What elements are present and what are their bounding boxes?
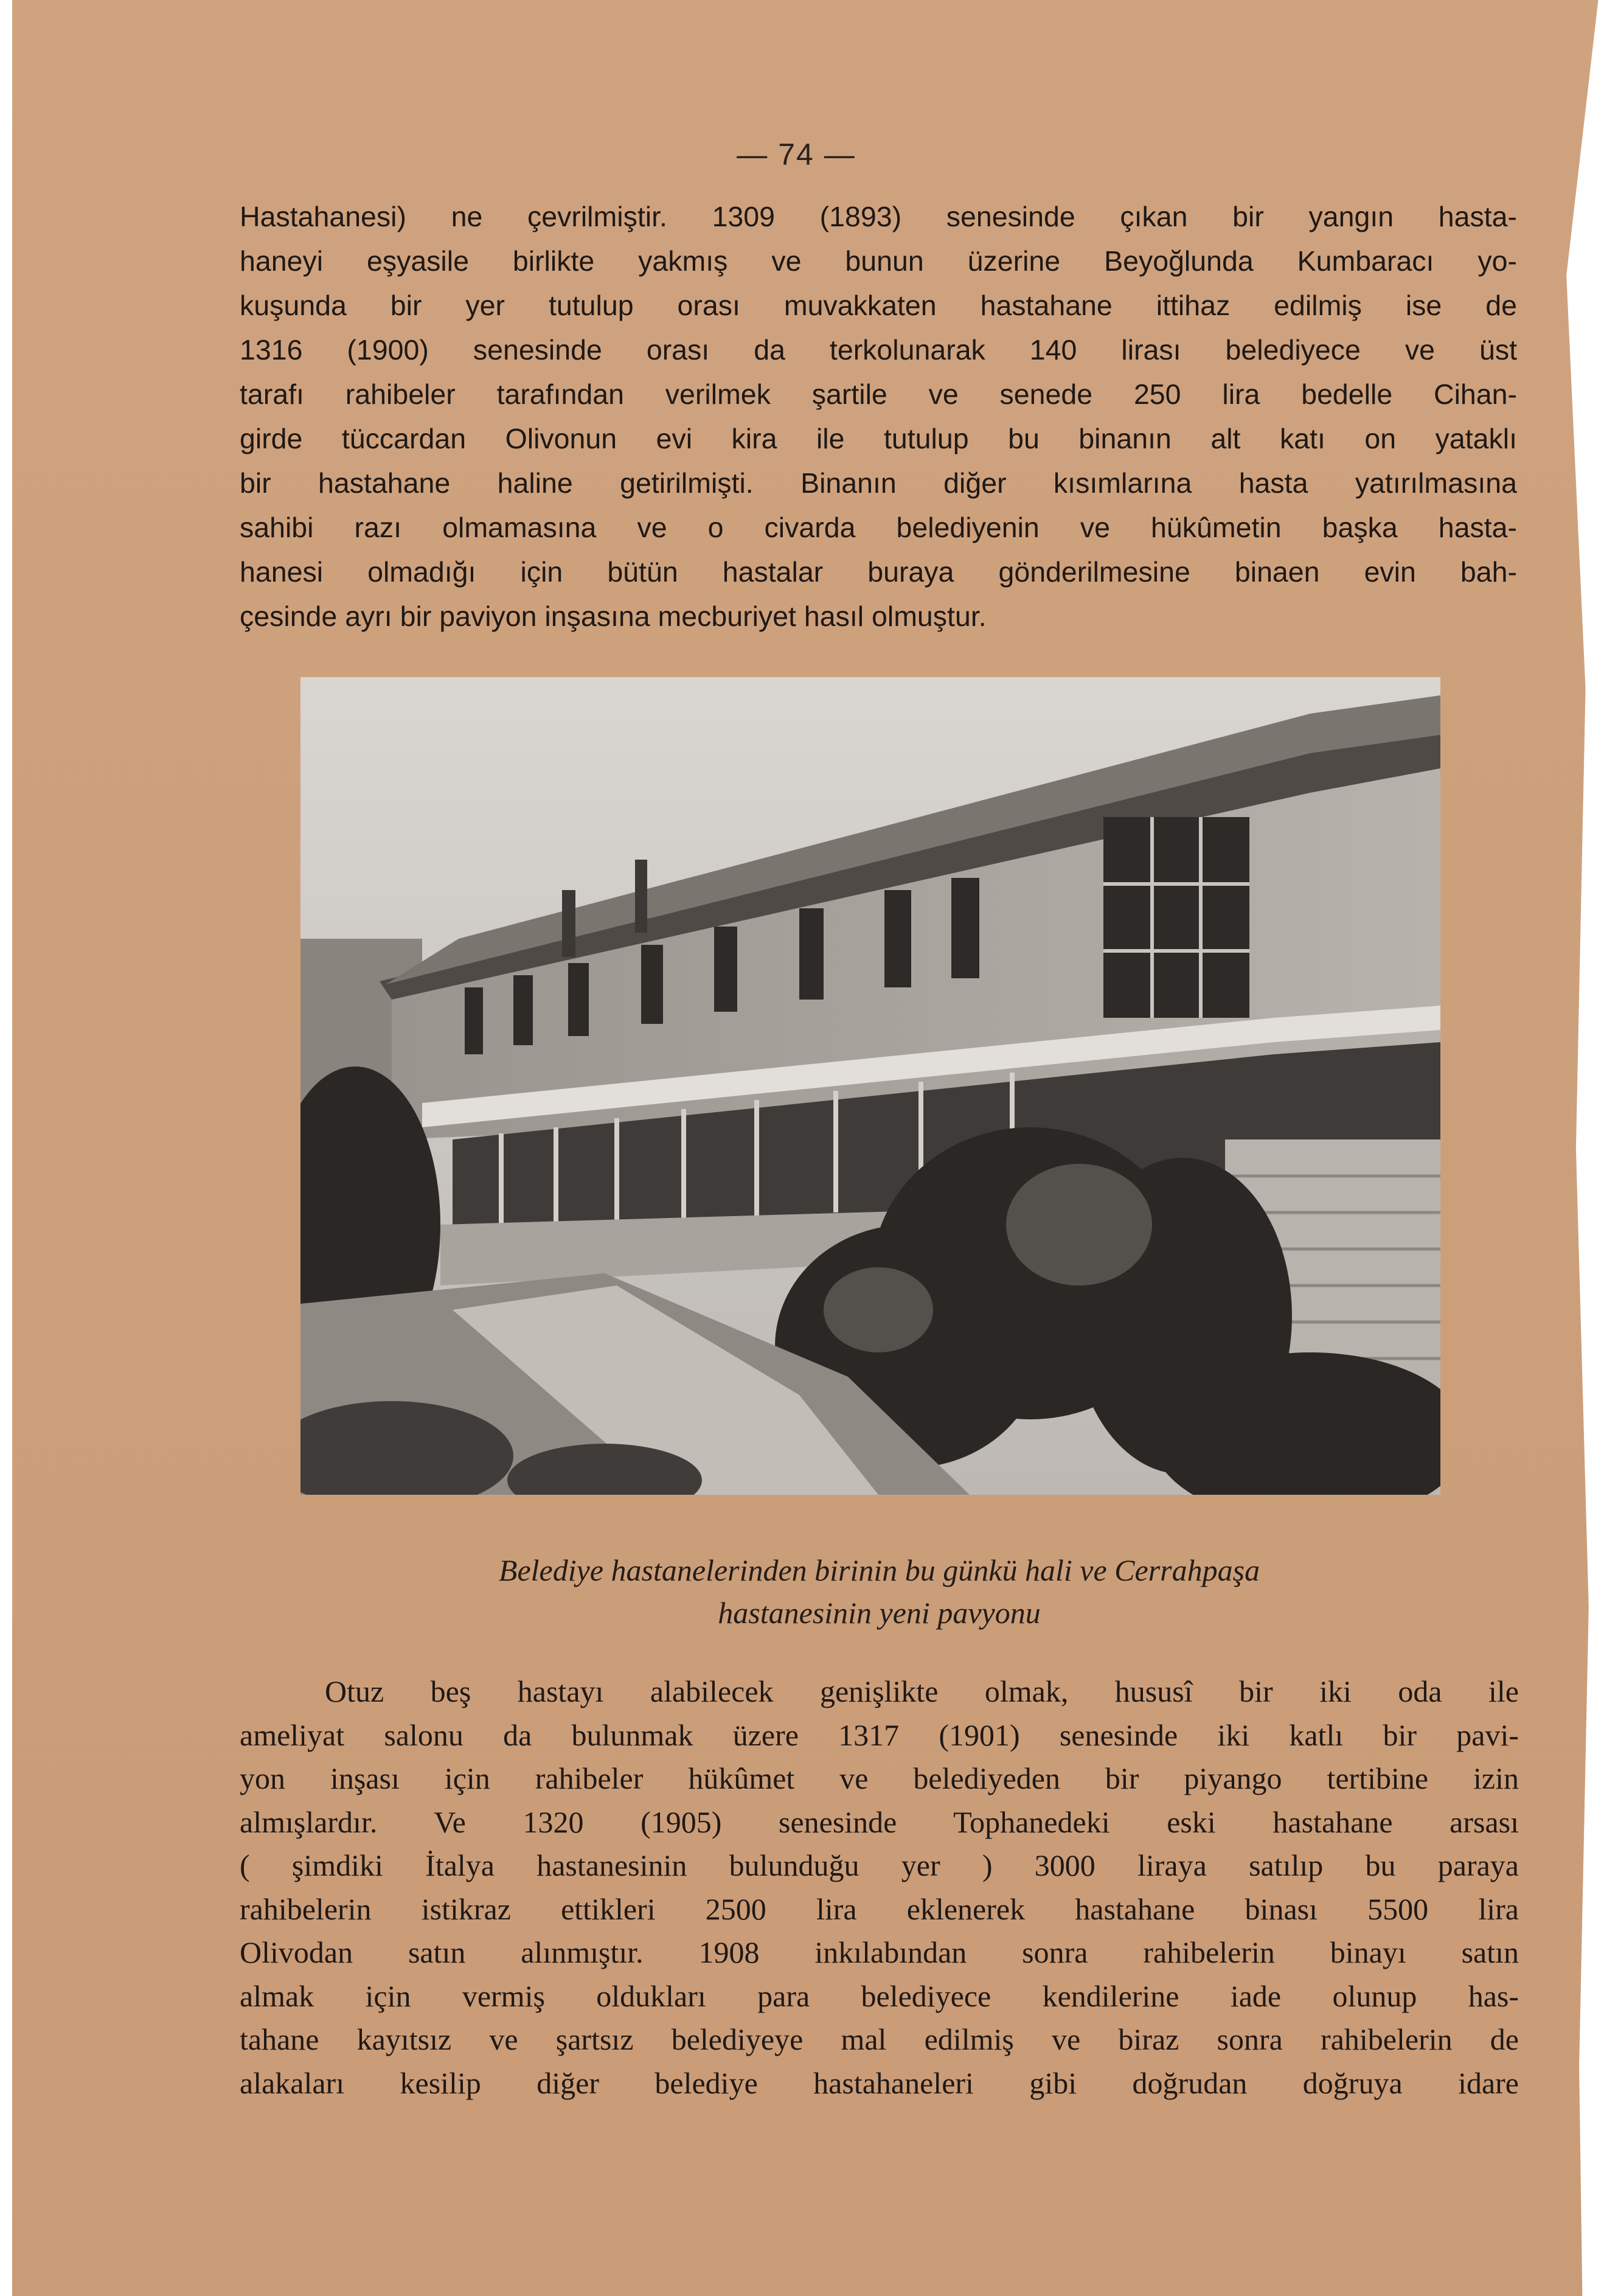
page-number: — 74 —	[737, 137, 856, 172]
text-line: yon inşası için rahibeler hükûmet ve belediyeden bir piyango tertibine izin	[240, 1761, 1519, 1795]
text-line: rahibelerin istikraz ettikleri 2500 lira eklenerek hastahane binası 5500 lira	[240, 1891, 1519, 1926]
text-line: 1316 (1900) senesinde orası da terkolunarak 140 lirası belediyece ve üst	[240, 334, 1517, 366]
text-line: alakaları kesilip diğer belediye hastahaneleri gibi doğrudan doğruya idare	[240, 2065, 1519, 2100]
text-line: almak için vermiş oldukları para belediyece kendilerine iade olunup has-	[240, 1978, 1519, 2013]
paragraph-bottom	[240, 1670, 1519, 2105]
paragraph-top	[240, 195, 1517, 639]
photo-caption-line-2: hastanesinin yeni pavyonu	[718, 1596, 1041, 1630]
text-line: ameliyat salonu da bulunmak üzere 1317 (1901) senesinde iki katlı bir pavi-	[240, 1717, 1519, 1752]
text-line: Hastahanesi) ne çevrilmiştir. 1309 (1893) senesinde çıkan bir yangın hasta-	[240, 201, 1517, 232]
photo-caption-line-1: Belediye hastanelerinden birinin bu günkü hali ve Cerrahpaşa	[498, 1553, 1260, 1587]
text-line: ( şimdiki İtalya hastanesinin bulunduğu yer ) 3000 liraya satılıp bu paraya	[240, 1848, 1519, 1882]
text-line: Otuz beş hastayı alabilecek genişlikte olmak, hususî bir iki oda ile	[325, 1674, 1519, 1708]
text-line: sahibi razı olmamasına ve o civarda belediyenin ve hükûmetin başka hasta-	[240, 512, 1517, 543]
text-line: çesinde ayrı bir paviyon inşasına mecburiyet hasıl olmuştur.	[240, 600, 987, 632]
text-line: tahane kayıtsız ve şartsız belediyeye mal edilmiş ve biraz sonra rahibelerin de	[240, 2022, 1519, 2056]
text-line: kuşunda bir yer tutulup orası muvakkaten hastahane ittihaz edilmiş ise de	[240, 290, 1517, 321]
text-line: haneyi eşyasile birlikte yakmış ve bunun üzerine Beyoğlunda Kumbaracı yo-	[240, 245, 1517, 277]
text-line: girde tüccardan Olivonun evi kira ile tutulup bu binanın alt katı on yataklı	[240, 423, 1517, 454]
text-line: almışlardır. Ve 1320 (1905) senesinde Tophanedeki eski hastahane arsası	[240, 1804, 1519, 1839]
text-line: tarafı rahibeler tarafından verilmek şartile ve senede 250 lira bedelle Cihan-	[240, 378, 1517, 410]
text-line: bir hastahane haline getirilmişti. Binanın diğer kısımlarına hasta yatırılmasına	[240, 467, 1517, 499]
hospital-building-photo-icon	[300, 677, 1440, 1495]
text-line: hanesi olmadığı için bütün hastalar buraya gönderilmesine binaen evin bah-	[240, 556, 1517, 588]
hospital-building-photo	[300, 677, 1440, 1495]
text-line: Olivodan satın alınmıştır. 1908 inkılabından sonra rahibelerin binayı satın	[240, 1935, 1519, 1969]
